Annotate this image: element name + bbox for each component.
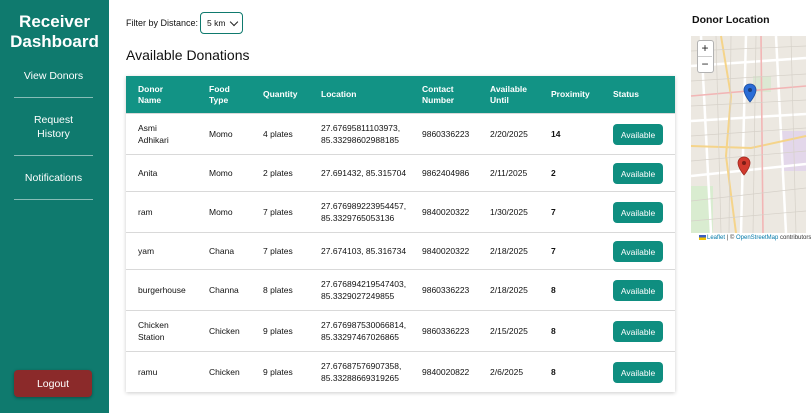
cell-available-until <box>490 233 528 269</box>
cell-contact-number <box>422 352 469 392</box>
cell-contact-number-text: 9840020322 <box>422 246 470 256</box>
cell-available-until <box>490 270 528 310</box>
cell-donor-name-text: Chicken <box>138 320 169 330</box>
cell-location-text: 27.67695811103973, <box>321 123 401 133</box>
cell-donor-name <box>138 352 157 392</box>
map-title: Donor Location <box>692 14 770 26</box>
cell-available-until-text: 2/11/2025 <box>490 168 528 178</box>
cell-quantity-text: 9 plates <box>263 326 293 336</box>
cell-food-type <box>209 114 233 154</box>
col-header-proximity: Proximity <box>551 89 590 99</box>
nav-notifications-label: Notifications <box>24 172 83 184</box>
cell-available-until-text: 2/18/2025 <box>490 246 528 256</box>
nav-request-history[interactable] <box>14 113 93 141</box>
cell-proximity <box>551 352 556 392</box>
cell-donor-name <box>138 192 153 232</box>
cell-proximity-text: 7 <box>551 246 556 256</box>
cell-donor-name-text: Anita <box>138 168 158 178</box>
cell-contact-number-text: 9860336223 <box>422 285 470 295</box>
cell-proximity <box>551 155 556 191</box>
cell-quantity <box>263 270 293 310</box>
cell-contact-number <box>422 114 469 154</box>
filter-label: Filter by Distance: <box>126 18 199 28</box>
donations-table <box>126 76 675 392</box>
cell-quantity <box>263 114 293 154</box>
cell-location-text: 85.3329765053136 <box>321 213 395 223</box>
cell-quantity-text: 8 plates <box>263 285 293 295</box>
cell-donor-name <box>138 311 169 351</box>
table-row <box>126 154 675 191</box>
cell-food-type <box>209 155 233 191</box>
nav-notifications[interactable] <box>14 171 93 185</box>
cell-available-until <box>490 352 523 392</box>
cell-proximity-text: 8 <box>551 326 556 336</box>
col-header-location: Location <box>321 89 357 99</box>
cell-location <box>321 114 400 154</box>
cell-food-type-text: Chicken <box>209 367 240 377</box>
status-available-button[interactable]: Available <box>613 124 663 145</box>
cell-location-text: 27.691432, 85.315704 <box>321 168 407 178</box>
cell-food-type-text: Momo <box>209 129 233 139</box>
dashboard-title <box>0 12 109 52</box>
cell-contact-number <box>422 155 469 191</box>
cell-proximity <box>551 114 560 154</box>
cell-contact-number <box>422 270 469 310</box>
col-header-quantity: Quantity <box>263 89 298 99</box>
cell-quantity-text: 9 plates <box>263 367 293 377</box>
cell-location-text: 27.674103, 85.316734 <box>321 246 407 256</box>
cell-food-type <box>209 311 240 351</box>
attribution-tail: contributors <box>778 235 811 241</box>
col-header-available-until: Available Until <box>490 83 528 105</box>
cell-location-text: 27.676894219547403, <box>321 279 407 289</box>
col-header-food-type: Food Type <box>209 83 230 105</box>
cell-quantity-text: 7 plates <box>263 207 293 217</box>
cell-quantity-text: 4 plates <box>263 129 293 139</box>
cell-proximity <box>551 311 556 351</box>
attribution-separator: | © <box>725 235 736 241</box>
distance-filter-value: 5 km <box>207 18 226 28</box>
cell-proximity-text: 2 <box>551 168 556 178</box>
table-row <box>126 310 675 351</box>
cell-available-until-text: 2/20/2025 <box>490 129 528 139</box>
map-zoom-control <box>697 40 714 73</box>
cell-donor-name <box>138 233 154 269</box>
table-row <box>126 351 675 392</box>
cell-donor-name-text: yam <box>138 246 155 256</box>
cell-available-until <box>490 311 528 351</box>
col-header-donor-name: Donor Name <box>138 83 164 105</box>
table-row <box>126 232 675 269</box>
cell-proximity-text: 7 <box>551 207 556 217</box>
cell-donor-name-text: Adhikari <box>138 135 169 145</box>
nav-divider <box>14 199 93 200</box>
sidebar <box>0 0 109 413</box>
cell-location-text: 85.33298602988185 <box>321 135 399 145</box>
leaflet-link[interactable]: Leaflet <box>707 235 726 241</box>
cell-donor-name-text: burgerhouse <box>138 285 186 295</box>
dashboard-title-line2: Dashboard <box>10 32 99 51</box>
cell-donor-name-text: Station <box>138 332 165 342</box>
map-attribution <box>691 233 811 244</box>
logout-button[interactable]: Logout <box>14 370 92 397</box>
cell-donor-name <box>138 270 186 310</box>
cell-contact-number-text: 9862404986 <box>422 168 470 178</box>
cell-available-until-text: 2/18/2025 <box>490 285 528 295</box>
cell-proximity-text: 8 <box>551 285 556 295</box>
cell-donor-name-text: ramu <box>138 367 158 377</box>
cell-location-text: 85.33297467026865 <box>321 332 399 342</box>
dashboard-title-line1: Receiver <box>19 12 90 31</box>
cell-available-until <box>490 155 527 191</box>
section-title: Available Donations <box>126 47 250 63</box>
cell-available-until-text: 2/6/2025 <box>490 367 524 377</box>
cell-available-until-text: 2/15/2025 <box>490 326 528 336</box>
cell-proximity-text: 8 <box>551 367 556 377</box>
col-header-contact-number: Contact Number <box>422 83 455 105</box>
leaflet-flag-icon <box>699 235 706 240</box>
cell-proximity <box>551 233 556 269</box>
cell-contact-number-text: 9840020822 <box>422 367 470 377</box>
cell-food-type-text: Chana <box>209 246 235 256</box>
osm-link[interactable]: OpenStreetMap <box>736 235 779 241</box>
cell-quantity <box>263 192 293 232</box>
cell-donor-name-text: ram <box>138 207 153 217</box>
nav-request-history-label-line1: Request <box>33 114 74 126</box>
cell-contact-number-text: 9860336223 <box>422 326 470 336</box>
cell-proximity-text: 14 <box>551 129 561 139</box>
cell-food-type <box>209 192 233 232</box>
cell-contact-number-text: 9860336223 <box>422 129 470 139</box>
distance-filter-select[interactable] <box>200 12 243 34</box>
cell-donor-name <box>138 114 169 154</box>
table-header <box>126 76 675 113</box>
status-available-button[interactable]: Available <box>613 280 663 301</box>
cell-location-text: 27.676989223954457, <box>321 201 407 211</box>
nav-view-donors[interactable] <box>14 69 93 83</box>
cell-food-type <box>209 270 239 310</box>
cell-quantity-text: 7 plates <box>263 246 293 256</box>
zoom-in-button[interactable]: + <box>701 41 709 55</box>
cell-available-until <box>490 114 528 154</box>
status-available-button[interactable]: Available <box>613 241 663 262</box>
status-available-button[interactable]: Available <box>613 362 663 383</box>
nav-divider <box>14 97 93 98</box>
col-header-status: Status <box>613 89 639 99</box>
cell-proximity <box>551 270 556 310</box>
cell-location-text: 85.33288669319265 <box>321 373 399 383</box>
cell-proximity <box>551 192 556 232</box>
cell-quantity <box>263 311 293 351</box>
cell-donor-name-text: Asmi <box>138 123 157 133</box>
chevron-down-icon <box>230 18 238 26</box>
status-available-button[interactable]: Available <box>613 202 663 223</box>
cell-contact-number <box>422 192 469 232</box>
cell-food-type-text: Momo <box>209 207 233 217</box>
cell-quantity <box>263 155 293 191</box>
cell-donor-name <box>138 155 157 191</box>
cell-location <box>321 192 406 232</box>
cell-contact-number <box>422 311 469 351</box>
zoom-out-button[interactable]: − <box>701 57 709 71</box>
nav-view-donors-label: View Donors <box>23 70 84 82</box>
cell-food-type <box>209 233 234 269</box>
cell-location <box>321 270 406 310</box>
table-row <box>126 269 675 310</box>
cell-location <box>321 311 406 351</box>
table-row <box>126 191 675 232</box>
cell-food-type <box>209 352 240 392</box>
cell-location <box>321 352 401 392</box>
cell-food-type-text: Chicken <box>209 326 240 336</box>
cell-contact-number <box>422 233 469 269</box>
nav-divider <box>14 155 93 156</box>
status-available-button[interactable]: Available <box>613 163 663 184</box>
cell-location-text: 27.676987530066814, <box>321 320 407 330</box>
cell-available-until-text: 1/30/2025 <box>490 207 528 217</box>
cell-quantity <box>263 233 293 269</box>
cell-available-until <box>490 192 528 232</box>
cell-quantity-text: 2 plates <box>263 168 293 178</box>
cell-quantity <box>263 352 293 392</box>
cell-location-text: 27.67687576907358, <box>321 361 402 371</box>
cell-food-type-text: Momo <box>209 168 233 178</box>
cell-location <box>321 155 406 191</box>
status-available-button[interactable]: Available <box>613 321 663 342</box>
cell-location-text: 85.3329027249855 <box>321 291 395 301</box>
cell-location <box>321 233 406 269</box>
table-row <box>126 113 675 154</box>
cell-contact-number-text: 9840020322 <box>422 207 470 217</box>
nav-request-history-label-line2: History <box>37 128 70 140</box>
cell-food-type-text: Channa <box>209 285 239 295</box>
